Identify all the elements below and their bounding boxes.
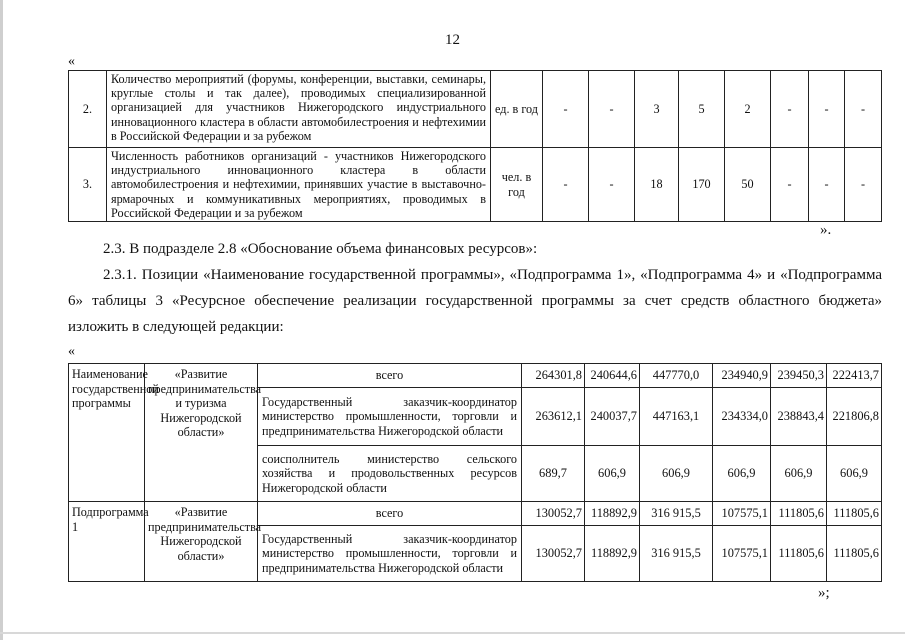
- program-type-cell: Наименование государственной программы: [69, 364, 145, 502]
- value-cell: -: [845, 71, 882, 148]
- value-cell: -: [543, 71, 589, 148]
- value-cell: 107575,1: [713, 526, 771, 582]
- value-cell: -: [589, 71, 635, 148]
- category-cell: всего: [258, 364, 522, 388]
- value-cell: 240037,7: [585, 388, 640, 446]
- value-cell: 118892,9: [585, 526, 640, 582]
- unit-cell: чел. в год: [491, 148, 543, 222]
- value-cell: 316 915,5: [640, 526, 713, 582]
- category-cell: всего: [258, 502, 522, 526]
- value-cell: 234334,0: [713, 388, 771, 446]
- open-quote: «: [68, 344, 75, 359]
- value-cell: -: [809, 148, 845, 222]
- close-quote: »;: [818, 585, 830, 601]
- close-quote: ».: [820, 222, 832, 238]
- value-cell: 316 915,5: [640, 502, 713, 526]
- value-cell: -: [589, 148, 635, 222]
- paragraph-2-3-1: 2.3.1. Позиции «Наименование государственной программы», «Подпрограмма 1», «Подпрограмма 4» и «Подпрограмма 6» таблицы 3 «Ресурсное обеспечение реализации государственной программы за счет средств областного бюджета» изложить в следующей редакции:: [68, 267, 882, 335]
- value-cell: 18: [635, 148, 679, 222]
- value-cell: -: [771, 148, 809, 222]
- row-number: 2.: [69, 71, 107, 148]
- value-cell: -: [845, 148, 882, 222]
- value-cell: 5: [679, 71, 725, 148]
- value-cell: 111805,6: [827, 526, 882, 582]
- value-cell: 2: [725, 71, 771, 148]
- table-row: [69, 71, 882, 148]
- value-cell: 606,9: [827, 446, 882, 502]
- indicator-description: Численность работников организаций - участников Нижегородского индустриального инновационного кластера в области автомобилестроения и нефтехимии, принявших участие в выставочно-ярмарочных и коммуникативных мероприятиях, проводимых в Российской Федерации и за рубежом: [107, 148, 491, 222]
- value-cell: 447770,0: [640, 364, 713, 388]
- value-cell: 222413,7: [827, 364, 882, 388]
- value-cell: 264301,8: [522, 364, 585, 388]
- value-cell: 239450,3: [771, 364, 827, 388]
- value-cell: 3: [635, 71, 679, 148]
- value-cell: 606,9: [713, 446, 771, 502]
- value-cell: 130052,7: [522, 502, 585, 526]
- value-cell: 234940,9: [713, 364, 771, 388]
- table-row: [69, 148, 882, 222]
- value-cell: 50: [725, 148, 771, 222]
- value-cell: 606,9: [771, 446, 827, 502]
- program-type-cell: Подпрограмма 1: [69, 502, 145, 582]
- indicator-description: Количество мероприятий (форумы, конференции, выставки, семинары, круглые столы и так далее), проводимых специализированной организацией для участников Нижегородского индустриального инновационного кластера в области автомобилестроения и нефтехимии в Российской Федерации и за рубежом: [107, 71, 491, 148]
- indicators-table: [68, 70, 882, 222]
- value-cell: 170: [679, 148, 725, 222]
- value-cell: 111805,6: [771, 502, 827, 526]
- resource-table: [68, 363, 882, 582]
- program-name-cell: «Развитие предпринимательства и туризма Нижегородской области»: [145, 364, 258, 502]
- open-quote: «: [68, 54, 75, 69]
- unit-cell: ед. в год: [491, 71, 543, 148]
- table-row: [69, 364, 882, 388]
- scan-edge: [0, 0, 3, 640]
- value-cell: 221806,8: [827, 388, 882, 446]
- scan-bottom-edge: [0, 632, 905, 634]
- value-cell: 111805,6: [771, 526, 827, 582]
- category-cell: Государственный заказчик-координатор министерство промышленности, торговли и предпринимательства Нижегородской области: [258, 388, 522, 446]
- category-cell: Государственный заказчик-координатор министерство промышленности, торговли и предпринимательства Нижегородской области: [258, 526, 522, 582]
- value-cell: 606,9: [640, 446, 713, 502]
- value-cell: -: [543, 148, 589, 222]
- value-cell: 111805,6: [827, 502, 882, 526]
- category-cell: соисполнитель министерство сельского хозяйства и продовольственных ресурсов Нижегородской области: [258, 446, 522, 502]
- page-number: 12: [445, 32, 460, 48]
- value-cell: 118892,9: [585, 502, 640, 526]
- value-cell: 240644,6: [585, 364, 640, 388]
- value-cell: 107575,1: [713, 502, 771, 526]
- value-cell: -: [809, 71, 845, 148]
- value-cell: 606,9: [585, 446, 640, 502]
- value-cell: -: [771, 71, 809, 148]
- value-cell: 447163,1: [640, 388, 713, 446]
- paragraph-2-3: 2.3. В подразделе 2.8 «Обоснование объема финансовых ресурсов»:: [103, 241, 538, 257]
- value-cell: 263612,1: [522, 388, 585, 446]
- value-cell: 689,7: [522, 446, 585, 502]
- value-cell: 130052,7: [522, 526, 585, 582]
- value-cell: 238843,4: [771, 388, 827, 446]
- row-number: 3.: [69, 148, 107, 222]
- program-name-cell: «Развитие предпринимательства Нижегородской области»: [145, 502, 258, 582]
- table-row: [69, 502, 882, 526]
